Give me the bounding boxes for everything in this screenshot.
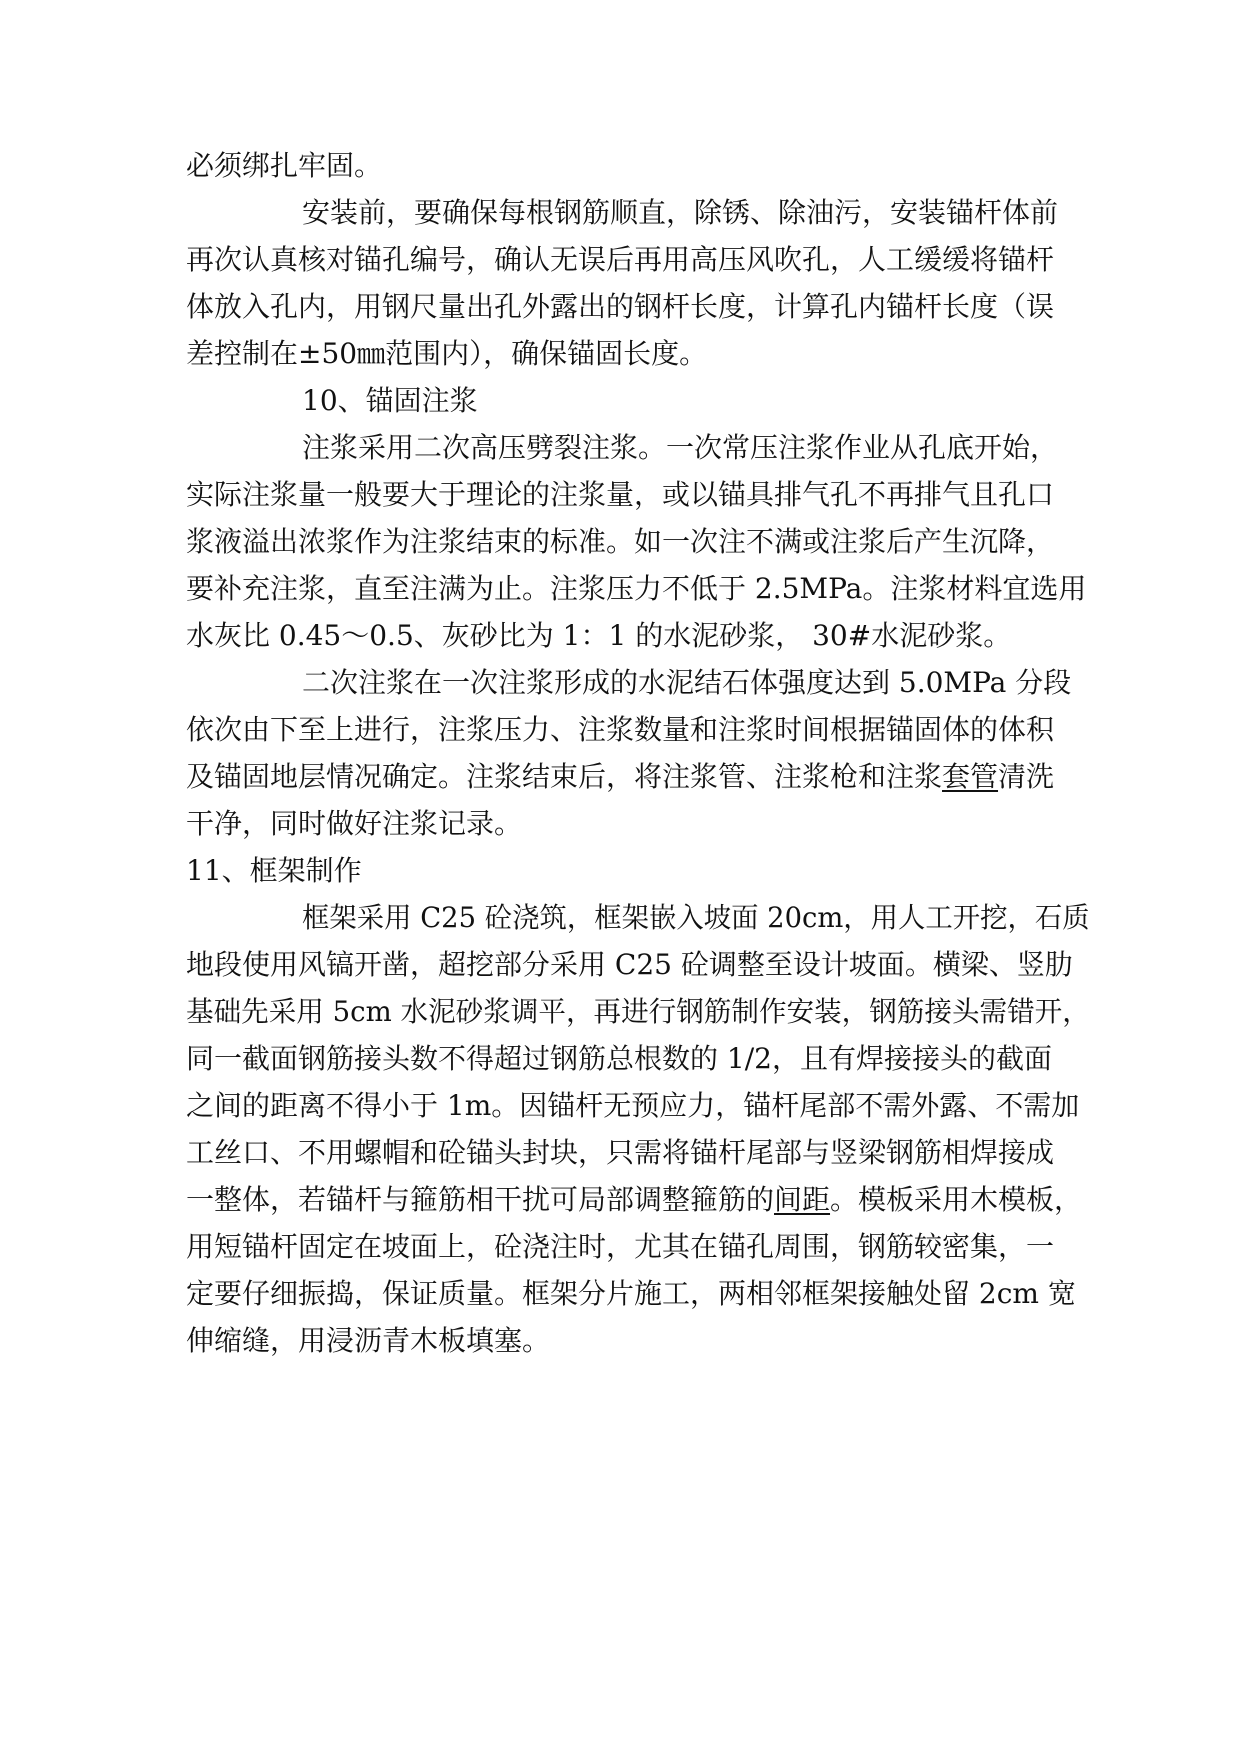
text-line: 工丝口、不用螺帽和砼锚头封块，只需将锚杆尾部与竖梁钢筋相焊接成 xyxy=(186,1136,1055,1169)
text-line: 差控制在±50㎜范围内），确保锚固长度。 xyxy=(186,337,708,370)
underlined-term: 套管 xyxy=(942,760,999,793)
text-line: 水灰比 0.45～0.5、灰砂比为 1：1 的水泥砂浆， 30#水泥砂浆。 xyxy=(186,619,1012,652)
underlined-term: 间距 xyxy=(774,1183,831,1216)
section-heading-11: 11、框架制作 xyxy=(186,854,362,887)
text-run: 及锚固地层情况确定。注浆结束后，将注浆管、注浆枪和注浆 xyxy=(186,760,943,793)
text-line: 定要仔细振捣，保证质量。框架分片施工，两相邻框架接触处留 2cm 宽 xyxy=(186,1277,1076,1310)
text-line: 干净，同时做好注浆记录。 xyxy=(186,807,523,840)
text-run: 。模板采用木模板， xyxy=(830,1183,1083,1216)
text-run: 一整体，若锚杆与箍筋相干扰可局部调整箍筋的 xyxy=(186,1183,775,1216)
text-line: 伸缩缝，用浸沥青木板填塞。 xyxy=(186,1324,551,1357)
text-line xyxy=(186,1180,1082,1220)
text-run: 清洗 xyxy=(998,760,1055,793)
text-line: 地段使用风镐开凿，超挖部分采用 C25 砼调整至设计坡面。横梁、竖肋 xyxy=(186,948,1073,981)
text-line: 基础先采用 5cm 水泥砂浆调平，再进行钢筋制作安装，钢筋接头需错开， xyxy=(186,995,1090,1028)
section-heading-10: 10、锚固注浆 xyxy=(302,384,478,417)
text-line: 必须绑扎牢固。 xyxy=(186,149,383,182)
text-line: 实际注浆量一般要大于理论的注浆量，或以锚具排气孔不再排气且孔口 xyxy=(186,478,1055,511)
text-line: 用短锚杆固定在坡面上，砼浇注时，尤其在锚孔周围，钢筋较密集，一 xyxy=(186,1230,1055,1263)
text-line: 体放入孔内，用钢尺量出孔外露出的钢杆长度，计算孔内锚杆长度（误 xyxy=(186,290,1055,323)
text-line: 依次由下至上进行，注浆压力、注浆数量和注浆时间根据锚固体的体积 xyxy=(186,713,1055,746)
text-line: 二次注浆在一次注浆形成的水泥结石体强度达到 5.0MPa 分段 xyxy=(302,666,1072,699)
text-line: 框架采用 C25 砼浇筑，框架嵌入坡面 20cm，用人工开挖，石质 xyxy=(302,901,1090,934)
text-line xyxy=(186,757,1054,797)
text-line: 安装前，要确保每根钢筋顺直，除锈、除油污，安装锚杆体前 xyxy=(302,196,1059,229)
text-line: 同一截面钢筋接头数不得超过钢筋总根数的 1/2，且有焊接接头的截面 xyxy=(186,1042,1052,1075)
text-line: 之间的距离不得小于 1m。因锚杆无预应力，锚杆尾部不需外露、不需加 xyxy=(186,1089,1080,1122)
text-line: 再次认真核对锚孔编号，确认无误后再用高压风吹孔，人工缓缓将锚杆 xyxy=(186,243,1055,276)
text-line: 注浆采用二次高压劈裂注浆。一次常压注浆作业从孔底开始， xyxy=(302,431,1059,464)
text-line: 要补充注浆，直至注满为止。注浆压力不低于 2.5MPa。注浆材料宜选用 xyxy=(186,572,1087,605)
text-line: 浆液溢出浓浆作为注浆结束的标准。如一次注不满或注浆后产生沉降， xyxy=(186,525,1055,558)
